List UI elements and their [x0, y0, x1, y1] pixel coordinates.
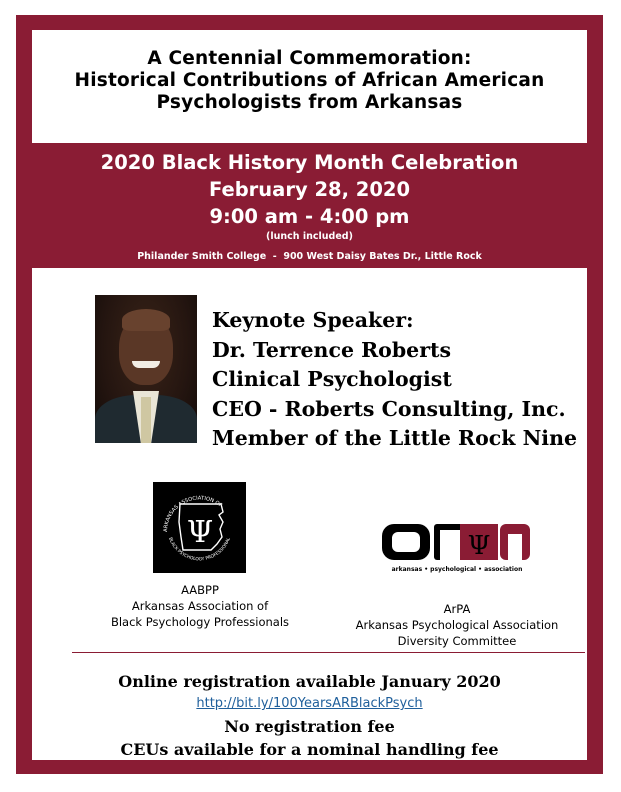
divider	[72, 652, 585, 653]
title-box	[32, 30, 587, 143]
keynote-line: Clinical Psychologist	[212, 367, 452, 391]
keynote-line: CEO - Roberts Consulting, Inc.	[212, 396, 566, 421]
org-line: Black Psychology Professionals	[110, 615, 290, 629]
content-panel	[32, 268, 587, 760]
org-line: Arkansas Psychological Association	[355, 618, 559, 632]
registration-block	[32, 670, 587, 761]
event-name: 2020 Black History Month Celebration	[100, 151, 519, 174]
event-info	[16, 149, 603, 264]
svg-text:Ψ: Ψ	[467, 531, 491, 561]
arpa-caption	[322, 601, 592, 649]
org-line: Arkansas Association of	[131, 599, 269, 613]
registration-headline: Online registration available January 2020	[118, 672, 501, 691]
speaker-photo	[95, 295, 197, 443]
keynote-line: Dr. Terrence Roberts	[212, 337, 452, 362]
ceus-note: CEUs available for a nominal handling fee	[120, 740, 499, 759]
title-line: Historical Contributions of African American	[74, 70, 545, 91]
event-time: 9:00 am - 4:00 pm	[209, 205, 410, 228]
title-line: A Centennial Commemoration:	[147, 48, 472, 69]
event-note: (lunch included)	[266, 231, 353, 242]
aabpp-caption	[84, 582, 316, 630]
svg-text:BLACK PSYCHOLOGY PROFESSIONALS: BLACK PSYCHOLOGY PROFESSIONAL	[167, 536, 232, 563]
org-line: Diversity Committee	[397, 634, 517, 648]
registration-link[interactable]: http://bit.ly/100YearsARBlackPsych	[196, 696, 423, 711]
org-abbr: ArPA	[443, 602, 471, 616]
title-line: Psychologists from Arkansas	[156, 92, 463, 113]
event-date: February 28, 2020	[208, 178, 411, 201]
arpa-logo-text: arkansas • psychological • association	[391, 566, 523, 573]
aabpp-logo	[153, 482, 246, 573]
keynote-line: Keynote Speaker:	[212, 308, 414, 332]
registration-fee: No registration fee	[224, 717, 395, 736]
keynote-line: Member of the Little Rock Nine	[212, 426, 578, 450]
svg-text:ARKANSAS ASSOCIATION OF: ARKANSAS ASSOCIATION OF	[162, 495, 224, 533]
event-location: Philander Smith College - 900 West Daisy Bates Dr., Little Rock	[137, 251, 482, 262]
svg-text:Ψ: Ψ	[186, 515, 214, 550]
arpa-logo	[382, 522, 532, 574]
org-abbr: AABPP	[181, 583, 219, 597]
keynote-block	[212, 306, 577, 454]
maroon-frame	[16, 15, 603, 774]
